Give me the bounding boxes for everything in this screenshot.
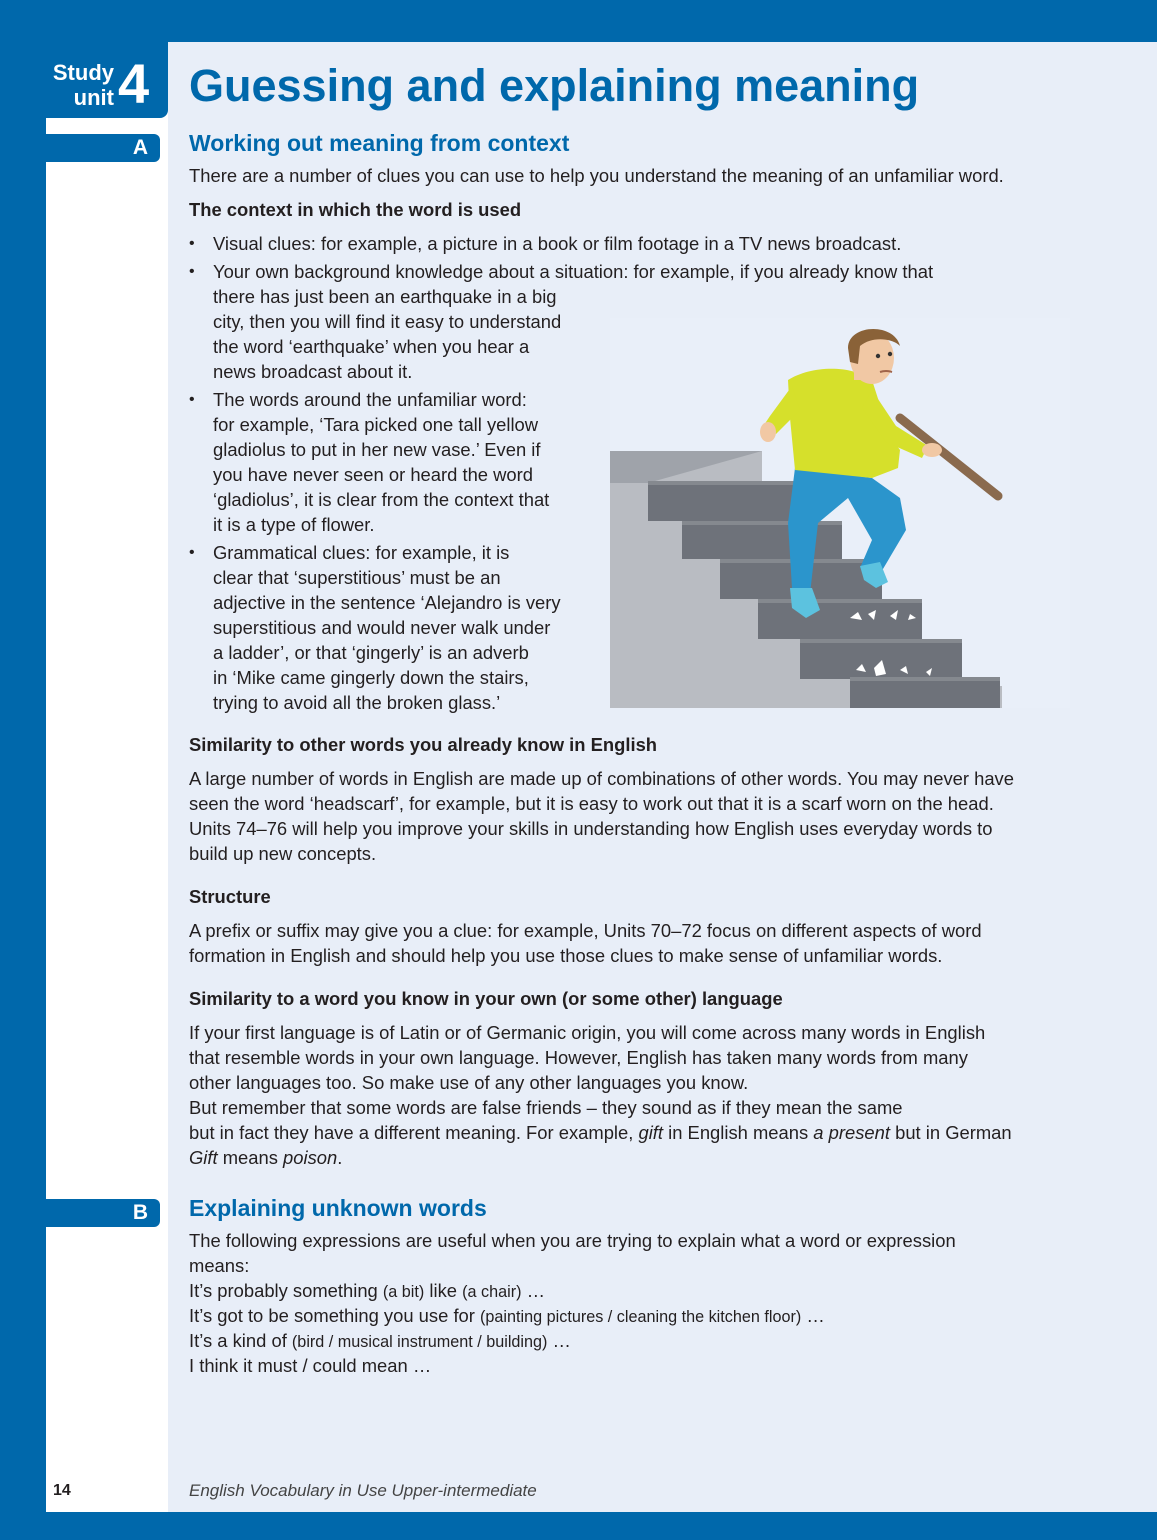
text-run: It’s probably something: [189, 1280, 383, 1301]
section-a-tab: A: [46, 134, 160, 162]
text-run: but in German: [889, 1122, 1012, 1143]
bullet-4-line: superstitious and would never walk under: [213, 617, 551, 638]
bullet-3-line: ‘gladiolus’, it is clear from the context that: [213, 489, 550, 510]
paragraph-line: seen the word ‘headscarf’, for example, but it is easy to work out that it is a scarf worn on the head.: [189, 793, 994, 814]
paragraph-line: that resemble words in your own language. However, English has taken many words from many: [189, 1047, 968, 1068]
section-b-heading: Explaining unknown words: [189, 1195, 487, 1221]
paragraph-line: formation in English and should help you use those clues to make sense of unfamiliar words.: [189, 945, 943, 966]
left-band: [0, 0, 46, 1540]
page-title: Guessing and explaining meaning: [189, 60, 920, 111]
text-run: It’s got to be something you use for: [189, 1305, 481, 1326]
bullet-4-line: in ‘Mike came gingerly down the stairs,: [213, 667, 529, 688]
section-a-intro: There are a number of clues you can use to help you understand the meaning of an unfamiliar word.: [189, 165, 1004, 186]
unit-label-line2: unit: [73, 85, 114, 110]
subheading-own-language: Similarity to a word you know in your own (or some other) language: [189, 988, 783, 1009]
paragraph-line: A prefix or suffix may give you a clue: for example, Units 70–72 focus on different aspects of word: [189, 920, 982, 941]
text-run: like: [424, 1280, 463, 1301]
bullet-2-line: there has just been an earthquake in a big: [213, 286, 557, 307]
bullet-4-line: a ladder’, or that ‘gingerly’ is an adverb: [213, 642, 529, 663]
unit-label: [46, 60, 114, 110]
bullet-marker: •: [189, 235, 195, 252]
expression-4: I think it must / could mean …: [189, 1355, 432, 1376]
bullet-4-line: Grammatical clues: for example, it is: [213, 542, 510, 563]
bullet-marker: •: [189, 544, 195, 561]
italic-word: gift: [638, 1122, 664, 1143]
text-run: but in fact they have a different meaning. For example,: [189, 1122, 639, 1143]
paragraph-line: build up new concepts.: [189, 843, 377, 864]
left-margin-stripe: [46, 118, 168, 1512]
stairs-illustration: [610, 318, 1070, 708]
subheading-context: The context in which the word is used: [189, 199, 522, 220]
subheading-structure: Structure: [189, 886, 271, 907]
example-text: (a chair): [462, 1283, 522, 1301]
bullet-1-line: Visual clues: for example, a picture in a book or film footage in a TV news broadcast.: [213, 233, 902, 254]
italic-word: Gift: [189, 1147, 218, 1168]
bottom-band: [0, 1512, 1157, 1540]
text-run: in English means: [663, 1122, 814, 1143]
book-title: English Vocabulary in Use Upper-intermediate: [189, 1481, 537, 1500]
bullet-2-line: news broadcast about it.: [213, 361, 413, 382]
unit-label-line1: Study: [52, 60, 114, 85]
paragraph-line: Units 74–76 will help you improve your skills in understanding how English uses everyday words to: [189, 818, 993, 839]
paragraph-line: A large number of words in English are made up of combinations of other words. You may never have: [189, 768, 1014, 789]
paragraph-line: The following expressions are useful when you are trying to explain what a word or expression: [189, 1230, 956, 1251]
paragraph-line: means:: [189, 1255, 250, 1276]
paragraph-line: If your first language is of Latin or of Germanic origin, you will come across many words in English: [189, 1022, 986, 1043]
example-text: (a bit): [382, 1283, 425, 1301]
unit-number: 4: [118, 52, 150, 115]
section-a-heading: Working out meaning from context: [189, 130, 570, 156]
section-b-tab: B: [46, 1199, 160, 1227]
paragraph-line: other languages too. So make use of any other languages you know.: [189, 1072, 749, 1093]
bullet-4-line: clear that ‘superstitious’ must be an: [213, 567, 501, 588]
subheading-similarity-english: Similarity to other words you already know in English: [189, 734, 658, 755]
text-run: …: [547, 1330, 571, 1351]
bullet-3-line: it is a type of flower.: [213, 514, 375, 535]
bullet-2-line: Your own background knowledge about a situation: for example, if you already know that: [213, 261, 934, 282]
bullet-3-line: for example, ‘Tara picked one tall yellow: [213, 414, 539, 435]
text-run: …: [521, 1280, 546, 1301]
text-run: It’s a kind of: [189, 1330, 292, 1351]
example-text: (bird / musical instrument / building): [291, 1333, 548, 1351]
text-run: …: [801, 1305, 825, 1326]
expression-3: [189, 1328, 571, 1355]
bullet-2-line: city, then you will find it easy to understand: [213, 311, 562, 332]
expression-1: [189, 1278, 545, 1305]
bullet-4-line: trying to avoid all the broken glass.’: [213, 692, 501, 713]
bullet-marker: •: [189, 263, 195, 280]
bullet-3-line: gladiolus to put in her new vase.’ Even if: [213, 439, 541, 460]
italic-word: poison: [283, 1147, 338, 1168]
bullet-2-line: the word ‘earthquake’ when you hear a: [213, 336, 530, 357]
text-run: .: [337, 1147, 343, 1168]
paragraph-line: [189, 1145, 342, 1170]
paragraph-line: [189, 1120, 1012, 1145]
expression-2: [189, 1303, 825, 1330]
italic-word: a present: [813, 1122, 890, 1143]
bullet-3-line: you have never seen or heard the word: [213, 464, 533, 485]
text-run: means: [217, 1147, 284, 1168]
page-number: 14: [53, 1482, 71, 1499]
paragraph-line: But remember that some words are false friends – they sound as if they mean the same: [189, 1097, 903, 1118]
top-band: [0, 0, 1157, 42]
bullet-3-line: The words around the unfamiliar word:: [213, 389, 527, 410]
bullet-4-line: adjective in the sentence ‘Alejandro is very: [213, 592, 561, 613]
bullet-marker: •: [189, 391, 195, 408]
example-text: (painting pictures / cleaning the kitchen floor): [480, 1308, 802, 1326]
